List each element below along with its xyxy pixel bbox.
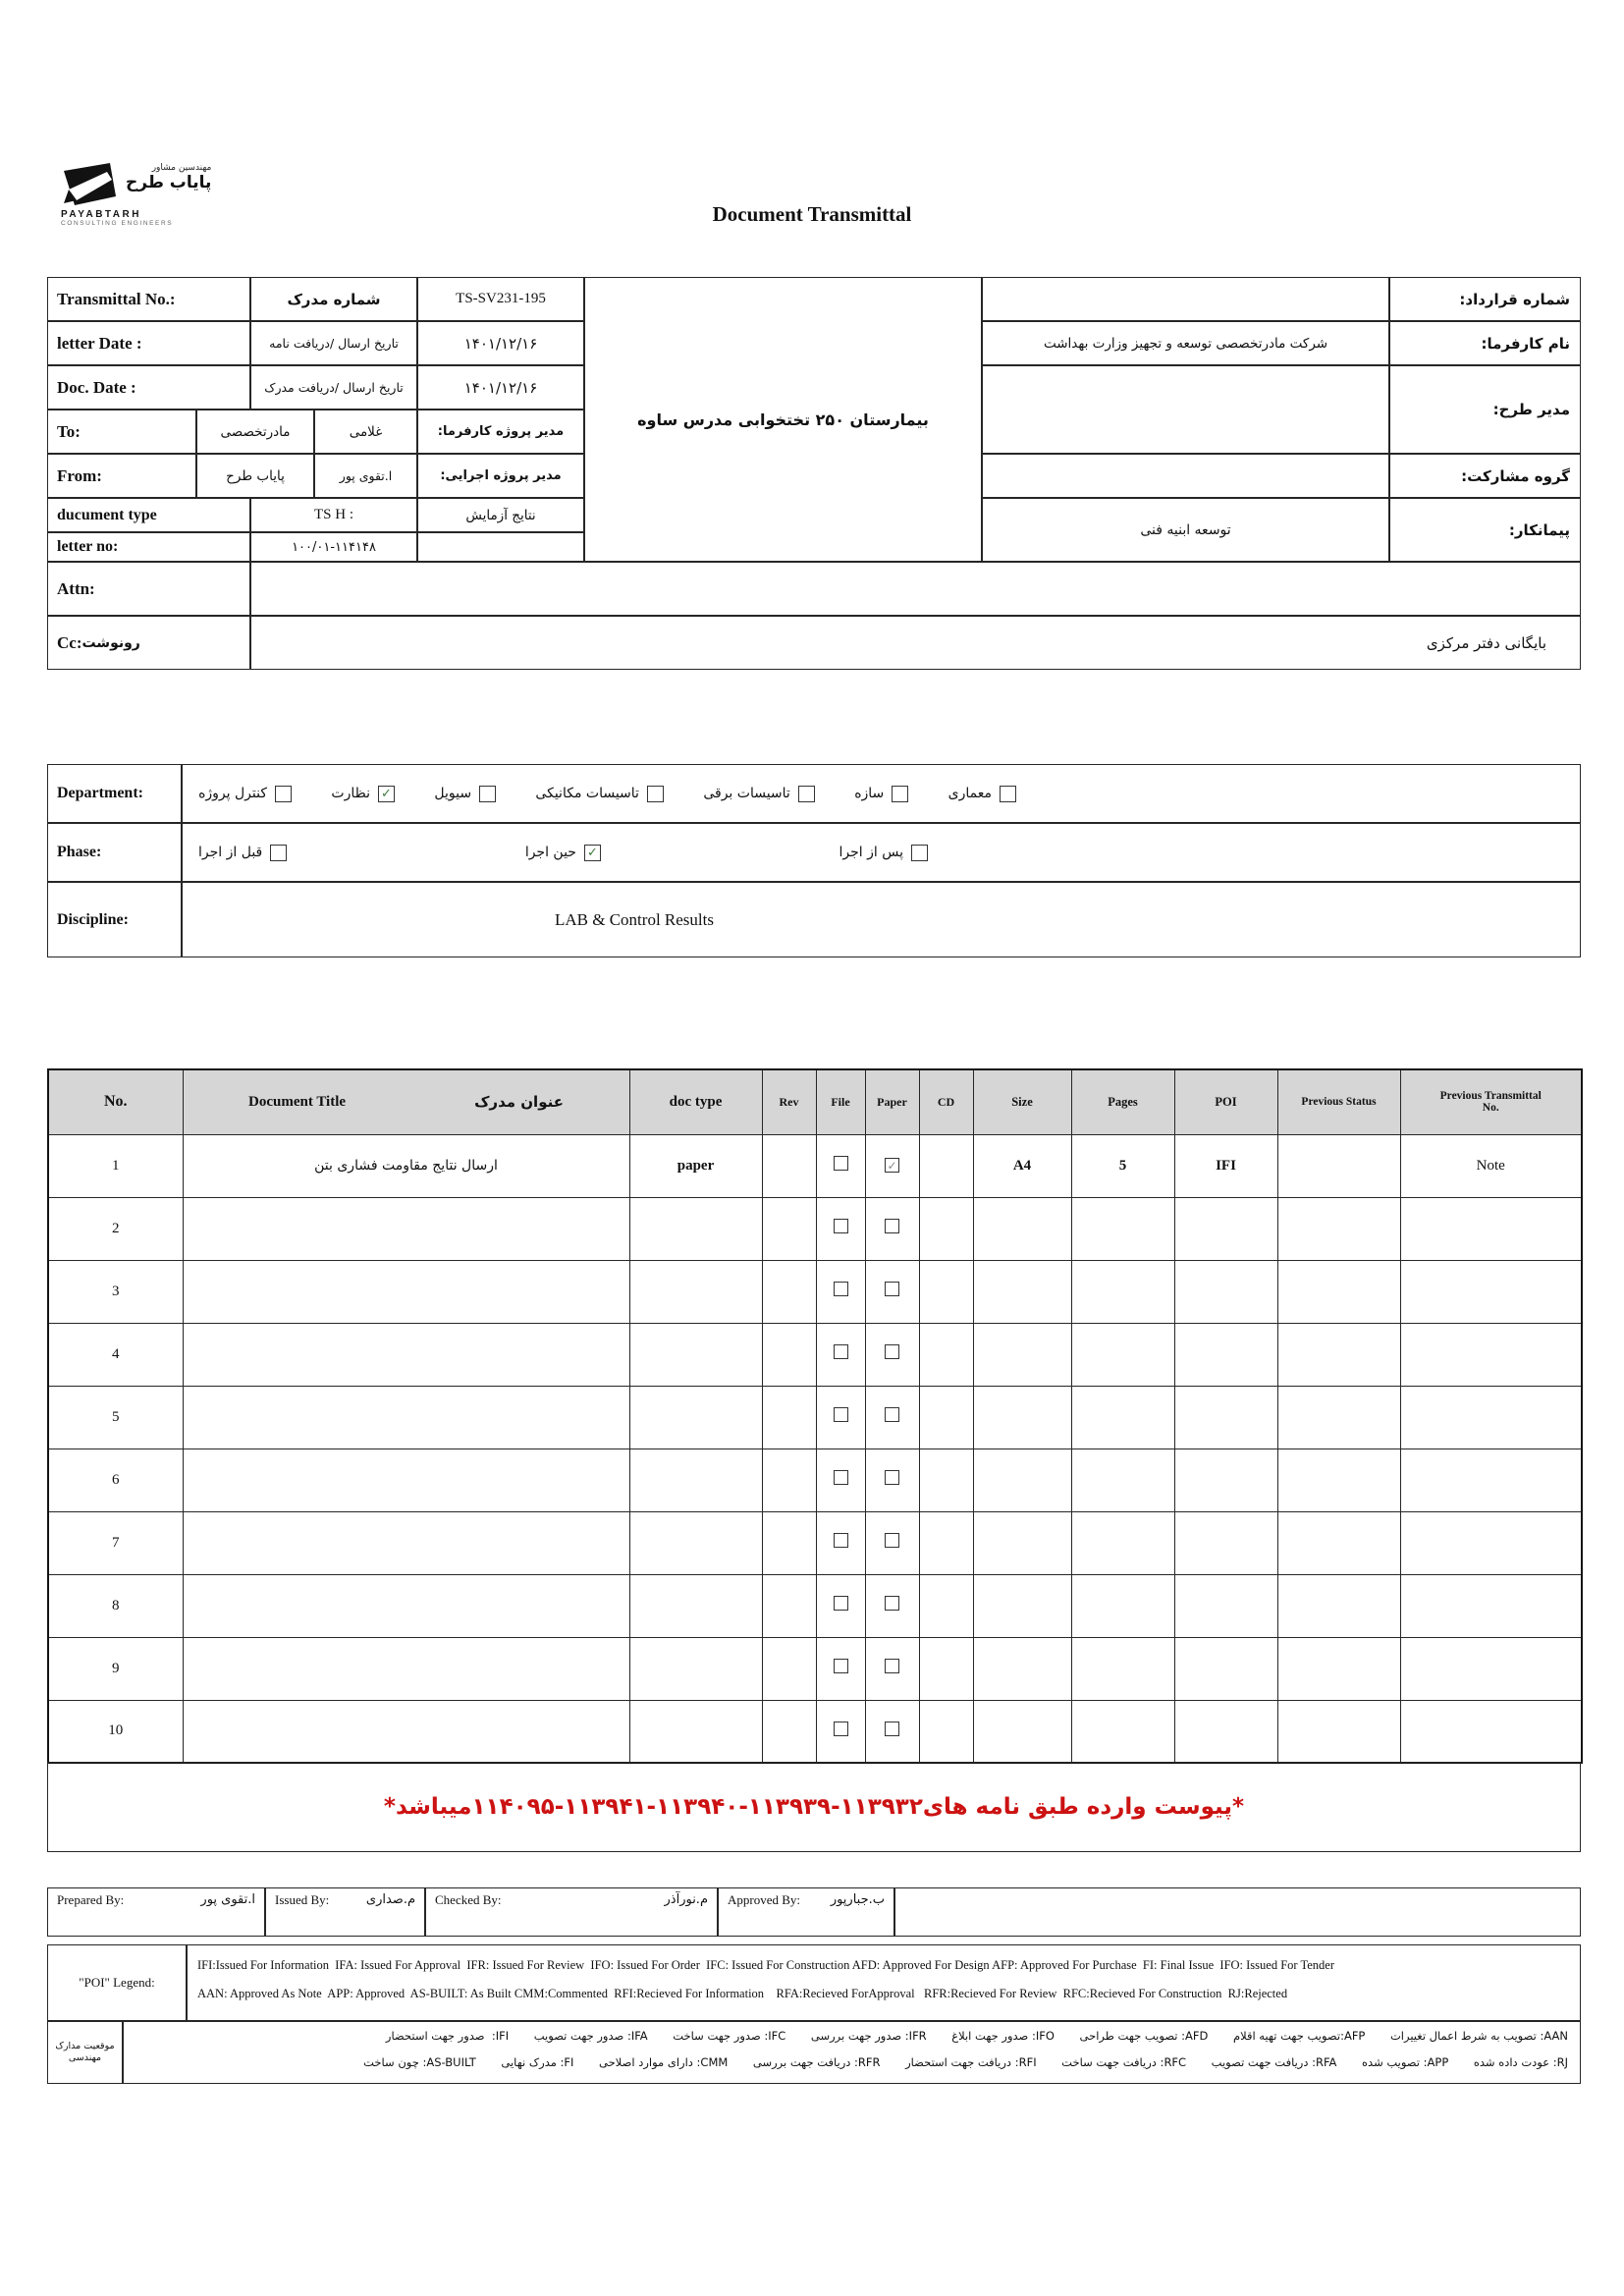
row-size [973,1449,1071,1511]
department-option [535,786,664,802]
row-paper-checkbox[interactable] [885,1219,899,1233]
row-pages: 5 [1071,1134,1174,1197]
discipline-label: Discipline: [47,882,182,957]
phase-label: Phase: [47,823,182,882]
row-rev [762,1323,816,1386]
row-pages [1071,1574,1174,1637]
client-pm-name: غلامی [314,410,417,454]
row-no: 7 [48,1511,183,1574]
client-name-label: نام کارفرما: [1389,321,1581,365]
row-size [973,1386,1071,1449]
document-row [48,1386,1582,1449]
approved-by-label: Approved By: [728,1892,801,1907]
contract-no-value [982,277,1389,321]
page-title: Document Transmittal [712,202,912,226]
row-rev [762,1574,816,1637]
row-paper-checkbox[interactable] [885,1722,899,1736]
header-size: Size [973,1069,1071,1134]
row-poi [1174,1637,1277,1700]
department-option-label: سیویل [434,786,472,801]
department-option [854,786,908,802]
phase-checkbox[interactable]: ✓ [584,845,601,861]
to-value: مادرتخصصی [196,410,314,454]
row-doc-type [629,1449,762,1511]
phase-option [525,845,601,861]
client-pm-label: مدیر پروژه کارفرما: [417,410,584,454]
row-doc-type [629,1637,762,1700]
department-option-label: سازه [854,786,885,801]
logo-name-fa: پایاب طرح [126,173,212,192]
doc-date-label: Doc. Date : [47,365,250,410]
row-cd [919,1386,973,1449]
poi-legend-label: "POI" Legend: [47,1944,187,2021]
issued-by-label: Issued By: [275,1892,330,1907]
row-file-checkbox[interactable] [834,1282,848,1296]
row-poi [1174,1260,1277,1323]
cc-label-fa: رونوشت [81,634,140,651]
row-doc-type [629,1574,762,1637]
document-row [48,1511,1582,1574]
partnership-value [982,454,1389,498]
row-poi [1174,1511,1277,1574]
approved-by-cell [718,1887,894,1937]
row-prev-transmittal [1400,1637,1582,1700]
doc-date-label-fa: تاریخ ارسال /دریافت مدرک [250,365,417,410]
row-prev-transmittal [1400,1511,1582,1574]
row-prev-transmittal: Note [1400,1134,1582,1197]
row-doc-type [629,1511,762,1574]
document-row [48,1574,1582,1637]
row-paper-checkbox[interactable] [885,1596,899,1611]
row-paper-checkbox[interactable]: ✓ [885,1158,899,1173]
row-doc-type [629,1700,762,1763]
row-file [816,1260,865,1323]
row-prev-transmittal [1400,1386,1582,1449]
checked-by-label: Checked By: [435,1892,502,1907]
header-previous-transmittal: Previous Transmittal No. [1400,1069,1582,1134]
row-no: 9 [48,1637,183,1700]
row-prev-transmittal [1400,1449,1582,1511]
row-rev [762,1197,816,1260]
row-cd [919,1323,973,1386]
project-name: بیمارستان ۲۵۰ تختخوابی مدرس ساوه [584,277,982,562]
row-file-checkbox[interactable] [834,1722,848,1736]
department-row [182,764,1581,823]
row-cd [919,1637,973,1700]
department-checkbox[interactable] [275,786,292,802]
issued-by-value: م.صداری [365,1892,415,1907]
department-option [948,786,1016,802]
row-prev-transmittal [1400,1574,1582,1637]
row-file-checkbox[interactable] [834,1596,848,1611]
issued-by-cell [265,1887,425,1937]
transmittal-no-label-fa: شماره مدرک [250,277,417,321]
approved-by-value: ب.جبارپور [830,1892,885,1907]
row-file-checkbox[interactable] [834,1156,848,1171]
phase-option [198,845,287,861]
discipline-value: LAB & Control Results [555,909,714,929]
phase-option-label: پس از اجرا [839,845,903,860]
logo-tagline-fa: مهندسین مشاور [151,163,212,173]
to-label: To: [47,410,196,454]
row-prev-status [1277,1449,1400,1511]
phase-options [183,824,944,881]
row-file [816,1637,865,1700]
row-file-checkbox[interactable] [834,1407,848,1422]
row-rev [762,1386,816,1449]
row-prev-status [1277,1637,1400,1700]
row-pages [1071,1386,1174,1449]
row-doc-type: paper [629,1134,762,1197]
row-file [816,1134,865,1197]
header-cd: CD [919,1069,973,1134]
row-size [973,1574,1071,1637]
row-no: 6 [48,1449,183,1511]
row-paper-checkbox[interactable] [885,1659,899,1673]
design-manager-label: مدیر طرح: [1389,365,1581,454]
row-no: 8 [48,1574,183,1637]
transmittal-no-label: Transmittal No.: [47,277,250,321]
phase-option [839,845,928,861]
row-cd [919,1449,973,1511]
contractor-label: پیمانکار: [1389,498,1581,562]
row-paper [865,1511,919,1574]
row-file [816,1700,865,1763]
row-paper-checkbox[interactable] [885,1282,899,1296]
row-file [816,1386,865,1449]
row-cd [919,1197,973,1260]
row-poi [1174,1386,1277,1449]
phase-checkbox[interactable] [911,845,928,861]
header-paper: Paper [865,1069,919,1134]
department-option-label: معماری [947,786,992,801]
row-pages [1071,1700,1174,1763]
row-no: 5 [48,1386,183,1449]
row-paper-checkbox[interactable] [885,1470,899,1485]
document-row [48,1260,1582,1323]
row-rev [762,1449,816,1511]
row-pages [1071,1637,1174,1700]
contractor-value: توسعه ابنیه فنی [982,498,1389,562]
letter-no-value: ۱۰۰/۰۱-۱۱۴۱۴۸ [250,532,417,562]
row-poi [1174,1323,1277,1386]
header-no: No. [48,1069,183,1134]
cc-label-en: Cc: [57,632,82,652]
partnership-label: گروه مشارکت: [1389,454,1581,498]
row-file-checkbox[interactable] [834,1533,848,1548]
attn-value [250,562,1581,616]
header-previous-status: Previous Status [1277,1069,1400,1134]
row-pages [1071,1197,1174,1260]
letter-no-label: letter no: [47,532,250,562]
row-paper [865,1260,919,1323]
row-title [183,1574,629,1637]
row-poi [1174,1574,1277,1637]
from-value: پایاب طرح [196,454,314,498]
row-title: ارسال نتایج مقاومت فشاری بتن [183,1134,629,1197]
fa-legend-line-1: AAN: تصویب به شرط اعمال تغییرات AFP:تصویب جهت تهیه اقلام AFD: تصویب جهت طراحی IFO: صدور جهت ابلاغ IFR: صدور جهت بررسی IFC: صدور جهت ساخت IFA: صدور جهت تصویب IFI: صدور جهت استحضار [385,2029,1568,2043]
row-prev-status [1277,1574,1400,1637]
row-cd [919,1574,973,1637]
phase-option-label: حین اجرا [524,845,576,860]
row-paper-checkbox[interactable] [885,1407,899,1422]
department-checkbox[interactable] [479,786,496,802]
logo-tagline-en: CONSULTING ENGINEERS [61,220,174,227]
row-size [973,1637,1071,1700]
document-row [48,1449,1582,1511]
document-type-code: TS H : [250,498,417,532]
row-size [973,1197,1071,1260]
row-title [183,1386,629,1449]
poi-legend-line-2: AAN: Approved As Note APP: Approved AS-BUILT: As Built CMM:Commented RFI:Recieved For Information RFA:Recieved ForApproval RFR:Recieved For Review RFC:Recieved For Construction RJ:Rejected [197,1987,1288,2001]
row-prev-transmittal [1400,1260,1582,1323]
document-row [48,1700,1582,1763]
row-poi [1174,1197,1277,1260]
row-no: 10 [48,1700,183,1763]
document-type-fa: نتایج آزمایش [417,498,584,532]
department-option [434,786,496,802]
attachment-note-box [47,1762,1581,1852]
prepared-by-value: ا.تقوی پور [200,1892,255,1907]
attn-label: Attn: [47,562,250,616]
row-paper [865,1323,919,1386]
poi-legend-box [187,1944,1581,2021]
row-prev-status [1277,1323,1400,1386]
row-prev-status [1277,1511,1400,1574]
documents-table-head [48,1069,1582,1134]
from-label: From: [47,454,196,498]
row-file [816,1323,865,1386]
checked-by-cell [425,1887,718,1937]
phase-checkbox[interactable] [270,845,287,861]
department-option-label: کنترل پروژه [198,786,268,801]
row-file [816,1197,865,1260]
row-rev [762,1637,816,1700]
documents-table-header-row [48,1069,1582,1134]
department-label: Department: [47,764,182,823]
discipline-row [182,882,1581,957]
fa-legend-line-2: RJ: عودت داده شده APP: تصویب شده RFA: دریافت جهت تصویب RFC: دریافت جهت ساخت RFI: دریافت جهت استحضار RFR: دریافت جهت بررسی CMM: دارای موارد اصلاحی FI: مدرک نهایی AS-BUILT: چون ساخت [363,2055,1568,2070]
row-prev-status [1277,1386,1400,1449]
row-poi [1174,1449,1277,1511]
row-paper-checkbox[interactable] [885,1344,899,1359]
row-paper [865,1637,919,1700]
fa-legend-side-label: موقعیت مدارک مهندسی [47,2021,123,2084]
exec-pm-name: ا.تقوی پور [314,454,417,498]
letter-date-value: ۱۴۰۱/۱۲/۱۶ [417,321,584,365]
row-paper [865,1574,919,1637]
department-option [198,786,292,802]
row-title [183,1260,629,1323]
prepared-by-cell [47,1887,265,1937]
row-title [183,1197,629,1260]
row-file [816,1574,865,1637]
cc-label [47,616,250,670]
row-rev [762,1134,816,1197]
letter-date-label-fa: تاریخ ارسال /دریافت نامه [250,321,417,365]
row-doc-type [629,1386,762,1449]
logo-mark-icon [61,163,118,206]
row-file-checkbox[interactable] [834,1219,848,1233]
letter-no-empty-cell [417,532,584,562]
department-option-label: تاسیسات برقی [703,786,790,801]
row-title [183,1700,629,1763]
document-row [48,1637,1582,1700]
row-paper [865,1449,919,1511]
row-no: 2 [48,1197,183,1260]
row-file-checkbox[interactable] [834,1470,848,1485]
phase-row [182,823,1581,882]
exec-pm-label: مدیر پروژه اجرایی: [417,454,584,498]
document-row [48,1134,1582,1197]
row-size [973,1700,1071,1763]
row-file [816,1449,865,1511]
document-row [48,1197,1582,1260]
header-pages: Pages [1071,1069,1174,1134]
contract-no-label: شماره قرارداد: [1389,277,1581,321]
row-prev-status [1277,1260,1400,1323]
attachment-note-text: *پیوست وارده طبق نامه های۱۱۳۹۳۲-۱۱۳۹۳۹-۱۱۳۹۴۰-۱۱۳۹۴۱-۱۱۴۰۹۵میباشد* [383,1794,1245,1820]
header-doc-type: doc type [629,1069,762,1134]
department-checkbox[interactable] [798,786,815,802]
row-cd [919,1260,973,1323]
row-paper [865,1700,919,1763]
row-file-checkbox[interactable] [834,1659,848,1673]
header-title-fa: عنوان مدرک [474,1093,564,1112]
row-cd [919,1511,973,1574]
department-option-label: نظارت [331,786,370,801]
row-size [973,1511,1071,1574]
row-file-checkbox[interactable] [834,1344,848,1359]
letter-date-label: letter Date : [47,321,250,365]
row-prev-transmittal [1400,1323,1582,1386]
row-file [816,1511,865,1574]
row-no: 4 [48,1323,183,1386]
department-option [331,786,395,802]
row-rev [762,1260,816,1323]
header-poi: POI [1174,1069,1277,1134]
design-manager-value [982,365,1389,454]
department-option [703,786,814,802]
cc-value: بایگانی دفتر مرکزی [250,616,1581,670]
row-size: A4 [973,1134,1071,1197]
row-title [183,1637,629,1700]
row-title [183,1511,629,1574]
poi-legend-line-1: IFI:Issued For Information IFA: Issued For Approval IFR: Issued For Review IFO: Issued For Order IFC: Issued For Construction AFD: Approved For Design AFP: Approved For Purchase FI: Final Issue IFO: Issued For Tender [197,1958,1334,1972]
row-doc-type [629,1197,762,1260]
document-row [48,1323,1582,1386]
row-paper [865,1197,919,1260]
row-pages [1071,1260,1174,1323]
row-paper [865,1386,919,1449]
row-pages [1071,1511,1174,1574]
department-option-label: تاسیسات مکانیکی [535,786,639,801]
row-prev-transmittal [1400,1197,1582,1260]
row-no: 3 [48,1260,183,1323]
row-prev-status [1277,1197,1400,1260]
row-title [183,1449,629,1511]
row-poi: IFI [1174,1134,1277,1197]
row-pages [1071,1449,1174,1511]
row-pages [1071,1323,1174,1386]
document-type-label: ducument type [47,498,250,532]
documents-table-body [48,1134,1582,1763]
signature-empty-cell [894,1887,1581,1937]
row-size [973,1323,1071,1386]
department-checkbox[interactable] [892,786,908,802]
row-doc-type [629,1323,762,1386]
header-file: File [816,1069,865,1134]
row-no: 1 [48,1134,183,1197]
row-title [183,1323,629,1386]
row-paper-checkbox[interactable] [885,1533,899,1548]
row-cd [919,1134,973,1197]
row-prev-status [1277,1700,1400,1763]
client-name-value: شرکت مادرتخصصی توسعه و تجهیز وزارت بهداشت [982,321,1389,365]
doc-date-value: ۱۴۰۱/۱۲/۱۶ [417,365,584,410]
transmittal-no-value: TS-SV231-195 [417,277,584,321]
department-options [183,765,1032,822]
header-title [183,1069,629,1134]
row-prev-status [1277,1134,1400,1197]
header-rev: Rev [762,1069,816,1134]
row-prev-transmittal [1400,1700,1582,1763]
row-size [973,1260,1071,1323]
row-poi [1174,1700,1277,1763]
department-checkbox[interactable] [1000,786,1016,802]
documents-table [47,1068,1583,1764]
logo-name-en: PAYABTARH [61,209,141,220]
fa-legend-box [123,2021,1581,2084]
department-checkbox[interactable]: ✓ [378,786,395,802]
row-doc-type [629,1260,762,1323]
phase-option-label: قبل از اجرا [198,845,263,860]
row-rev [762,1700,816,1763]
row-cd [919,1700,973,1763]
checked-by-value: م.نورآذر [664,1892,708,1907]
row-rev [762,1511,816,1574]
row-paper [865,1134,919,1197]
prepared-by-label: Prepared By: [57,1892,125,1907]
header-title-en: Document Title [248,1093,347,1110]
department-checkbox[interactable] [647,786,664,802]
